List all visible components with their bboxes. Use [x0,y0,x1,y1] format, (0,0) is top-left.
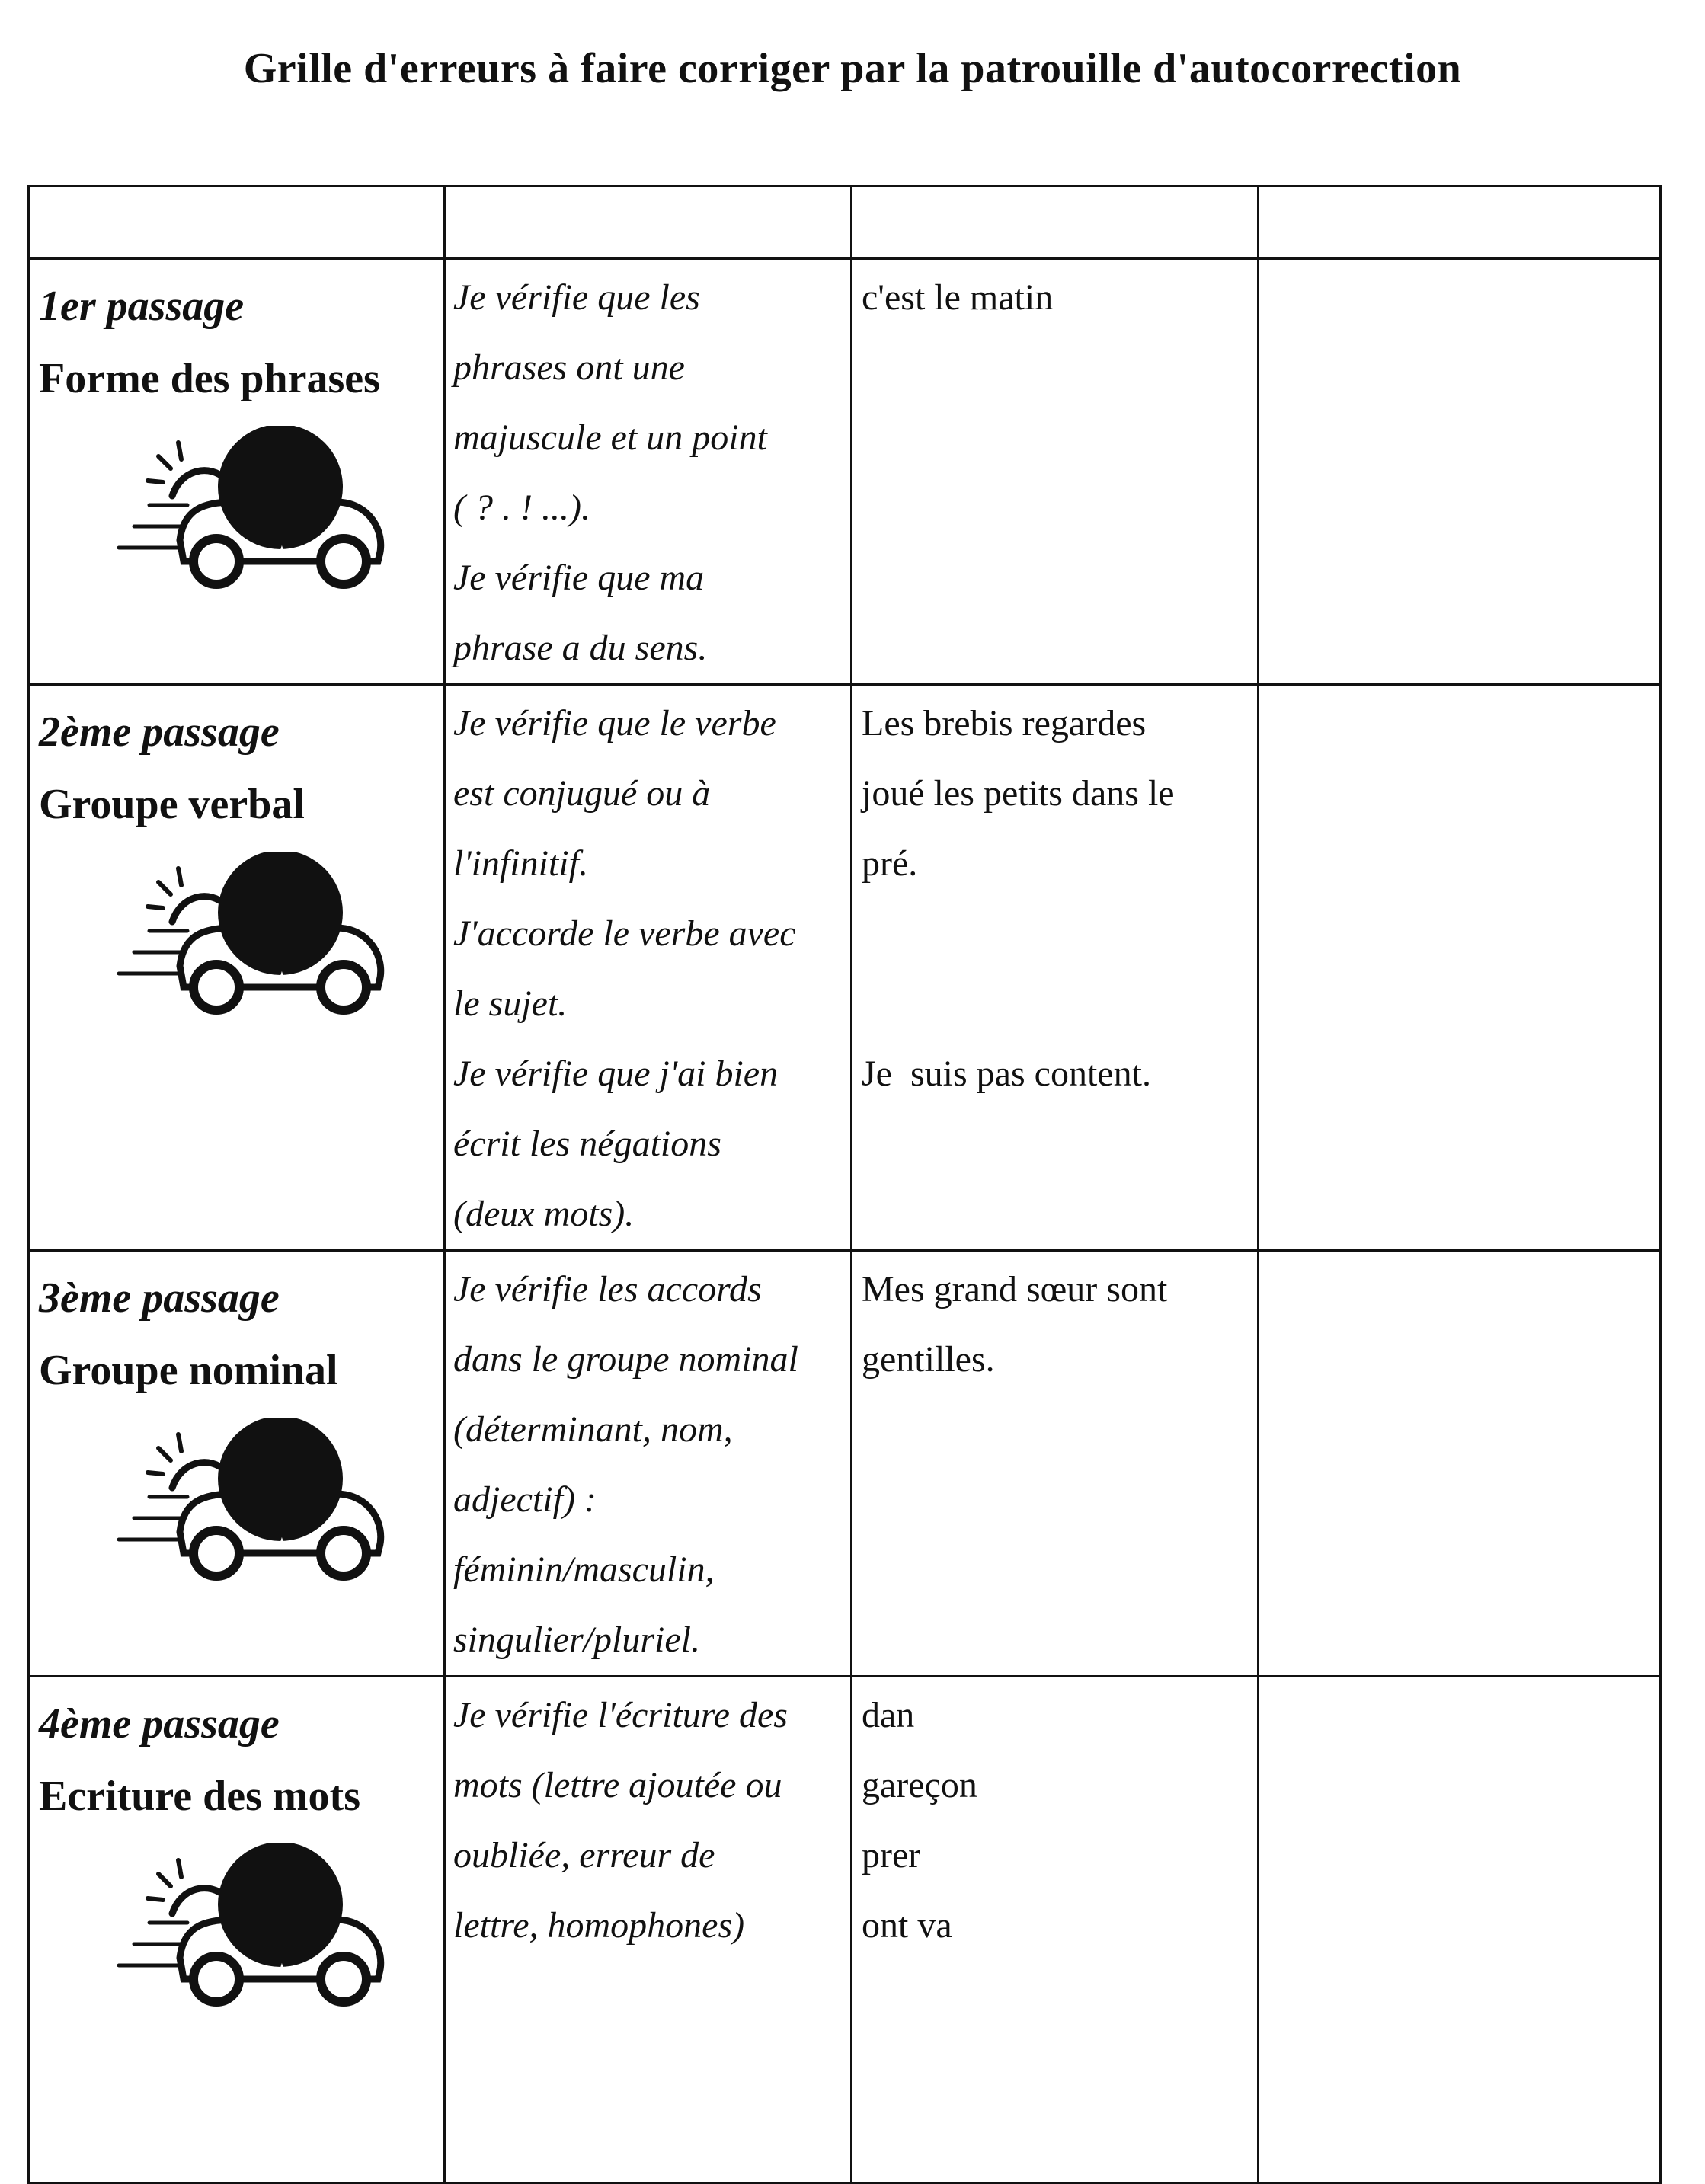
rule-line: adjectif) : [453,1479,597,1520]
error-example-line: pré. [862,843,918,884]
rule-line: Je vérifie que les [453,277,700,318]
svg-text:★: ★ [275,1535,289,1551]
svg-text:★: ★ [275,543,289,559]
rule-cell [445,685,852,1251]
svg-text:★: ★ [275,969,289,985]
rule-line: l'infinitif. [453,843,588,884]
rule-line: (déterminant, nom, [453,1409,733,1450]
table-row [29,1677,1661,2183]
header-cell-1 [29,187,445,259]
error-example-line: prer [862,1835,921,1875]
rule-line: J'accorde le verbe avec [453,913,796,954]
rule-line: Je vérifie l'écriture des [453,1695,788,1735]
pass-name: Groupe nominal [39,1347,338,1394]
error-example-line: gareçon [862,1765,977,1805]
rule-line: (deux mots). [453,1194,635,1234]
header-cell-4 [1259,187,1661,259]
rule-line: singulier/pluriel. [453,1620,700,1660]
pass-cell [29,685,445,1251]
rule-line: dans le groupe nominal [453,1339,798,1380]
error-example-line: c'est le matin [862,277,1054,318]
pass-cell [29,1677,445,2183]
error-example-cell [852,1251,1259,1677]
table-row [29,1251,1661,1677]
rule-line: le sujet. [453,983,568,1024]
error-example-line: joué les petits dans le [862,773,1175,814]
error-example-cell [852,259,1259,685]
page-title: Grille d'erreurs à faire corriger par la patrouille d'autocorrection [243,45,1462,92]
pass-label: 4ème passage [39,1700,280,1748]
header-cell-3 [852,187,1259,259]
rule-cell [445,1677,852,2183]
pass-name: Forme des phrases [39,355,380,402]
table-row [29,685,1661,1251]
pass-cell [29,259,445,685]
spacer [862,899,1257,1039]
rule-line: Je vérifie les accords [453,1269,762,1309]
error-example-cell [852,685,1259,1251]
rule-line: phrase a du sens. [453,628,708,668]
rule-line: phrases ont une [453,347,685,388]
police-car-icon [111,1843,401,2011]
svg-text:★: ★ [275,1961,289,1977]
police-car-icon [111,1418,401,1585]
rule-line: ( ? . ! ...). [453,488,590,528]
pass-label: 1er passage [39,283,245,330]
correction-cell[interactable] [1259,685,1661,1251]
error-example-cell [852,1677,1259,2183]
rule-line: féminin/masculin, [453,1549,715,1590]
table-row [29,259,1661,685]
header-row [29,187,1661,259]
police-car-icon [111,852,401,1019]
rule-cell [445,1251,852,1677]
rule-line: écrit les négations [453,1124,721,1164]
correction-cell[interactable] [1259,1251,1661,1677]
error-grid-table [27,185,1662,2184]
rule-line: lettre, homophones) [453,1905,745,1946]
error-example-line: dan [862,1695,915,1735]
rule-line: Je vérifie que j'ai bien [453,1054,779,1094]
rule-line: mots (lettre ajoutée ou [453,1765,782,1805]
pass-label: 2ème passage [39,708,280,756]
pass-cell [29,1251,445,1677]
correction-cell[interactable] [1259,1677,1661,2183]
pass-name: Ecriture des mots [39,1773,360,1820]
rule-line: oubliée, erreur de [453,1835,715,1875]
error-example-line: gentilles. [862,1339,995,1380]
error-example-line: Mes grand sœur sont [862,1269,1168,1309]
police-car-icon [111,426,401,593]
correction-cell[interactable] [1259,259,1661,685]
error-example-line: Je suis pas content. [862,1054,1151,1094]
rule-line: Je vérifie que ma [453,558,705,598]
rule-line: est conjugué ou à [453,773,711,814]
rule-cell [445,259,852,685]
rule-line: majuscule et un point [453,417,767,458]
rule-line: Je vérifie que le verbe [453,703,776,743]
error-example-line: Les brebis regardes [862,703,1147,743]
header-cell-2 [445,187,852,259]
pass-label: 3ème passage [39,1274,280,1322]
pass-name: Groupe verbal [39,781,305,828]
error-example-line: ont va [862,1905,952,1946]
